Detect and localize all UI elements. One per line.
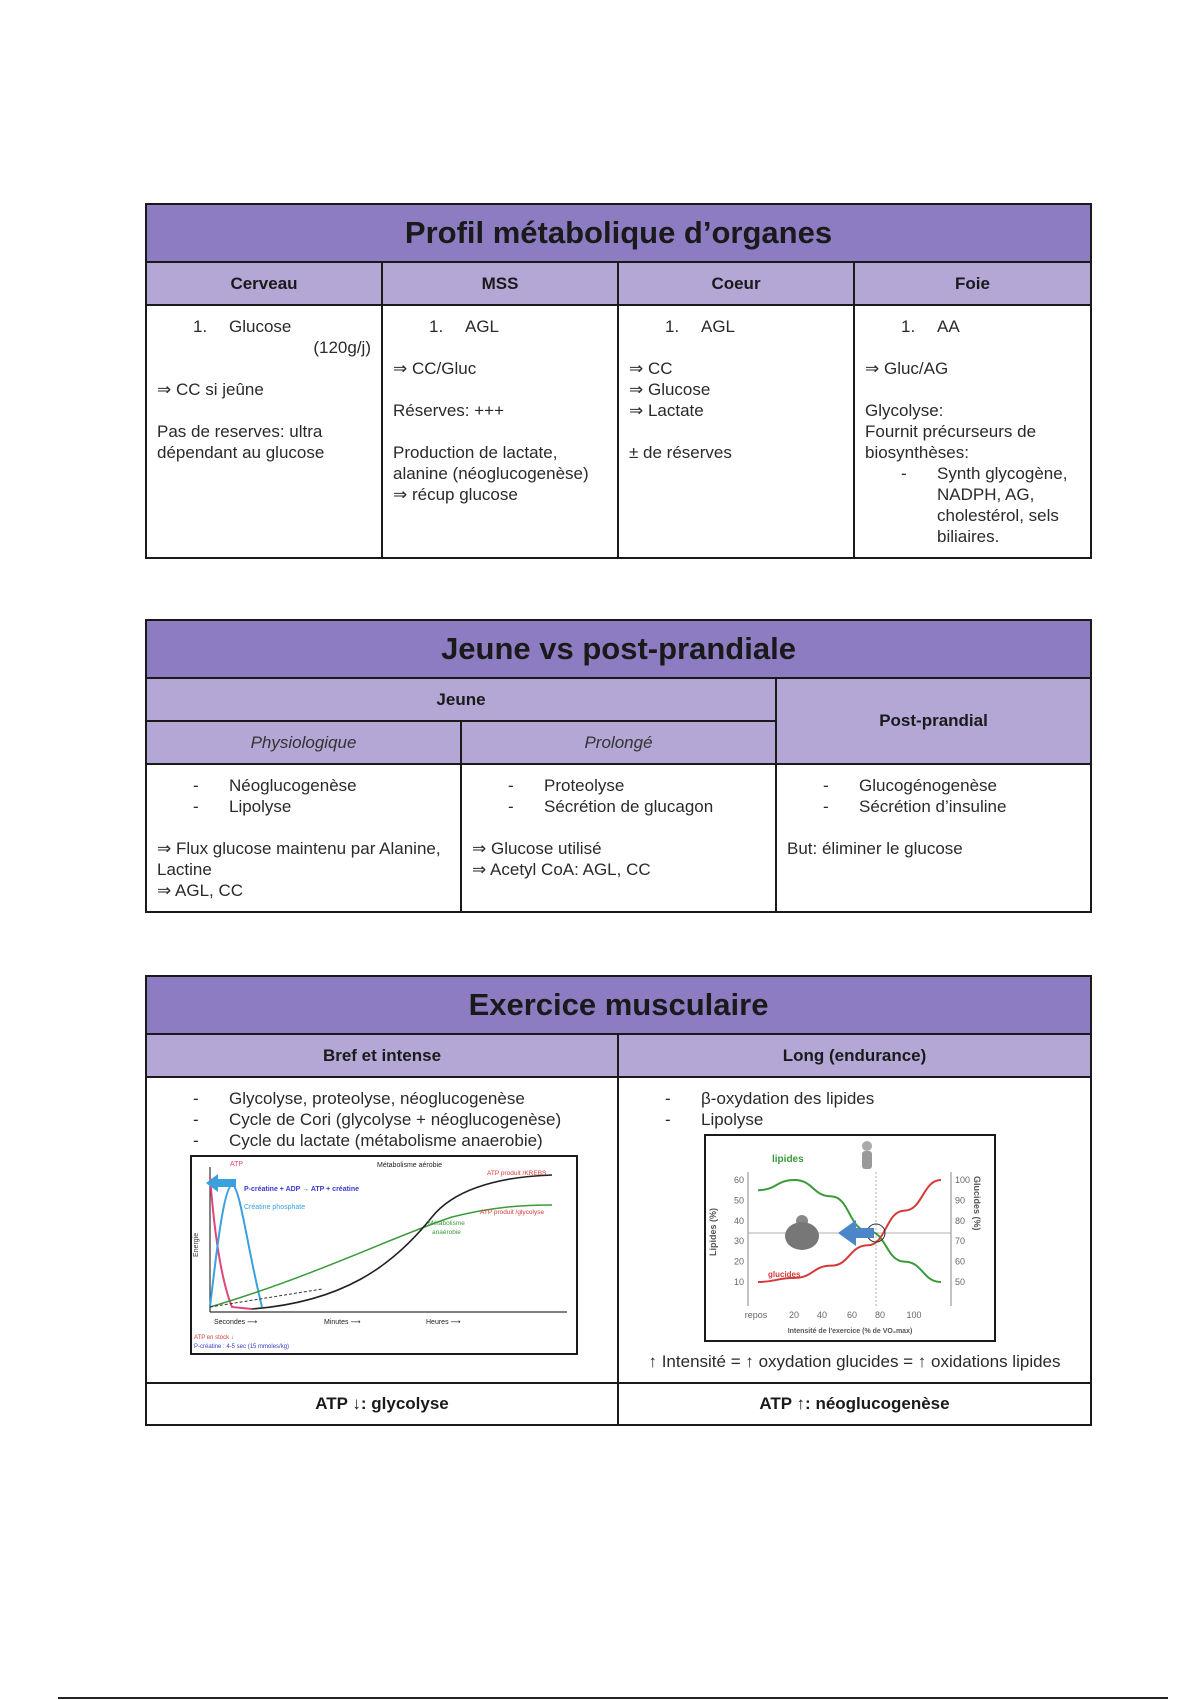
tick-label: 50 <box>955 1277 966 1287</box>
cerveau-line2: Pas de reserves: ultra dépendant au glucose <box>157 422 325 462</box>
tick-label: 80 <box>955 1215 966 1226</box>
cell-post-prandial <box>776 764 1091 912</box>
foie-line1: ⇒ Gluc/AG <box>865 359 949 378</box>
cerveau-line1: ⇒ CC si jeûne <box>157 380 264 399</box>
label-lipides: lipides <box>772 1154 804 1165</box>
x-ticks <box>745 1310 922 1320</box>
item-note: (120g/j) <box>313 338 371 357</box>
list-item: - Sécrétion de glucagon <box>508 796 765 817</box>
numbered-item: 1. AGL <box>429 317 500 336</box>
col-head-foie: Foie <box>854 262 1091 305</box>
cell-mss <box>382 305 618 558</box>
y-left-label: Lipides (%) <box>708 1207 718 1256</box>
label-pcr-duree: P-créatine : 4-5 sec (15 mmoles/kg) <box>194 1344 290 1350</box>
tick-label: 20 <box>788 1310 800 1320</box>
coeur-line3: ⇒ Lactate <box>629 401 704 420</box>
mss-line1: ⇒ CC/Gluc <box>393 359 477 378</box>
tick-label: 60 <box>733 1175 744 1185</box>
label-atp: ATP <box>230 1161 244 1168</box>
post-bullets <box>787 775 1080 817</box>
person-figure-icon <box>862 1141 872 1169</box>
list-item: - Synth glycogène, NADPH, AG, cholestérol, sels biliaires. <box>901 463 1080 547</box>
tick-label: 80 <box>874 1310 886 1320</box>
label-anaerobie-1: Métabolisme <box>428 1220 465 1227</box>
tick-label: 60 <box>955 1256 966 1267</box>
tick-label: 10 <box>733 1277 744 1287</box>
label-glycolyse: ATP produit /glycolyse <box>480 1209 545 1216</box>
bref-bullets <box>157 1088 607 1151</box>
foie-bullets <box>865 463 1080 547</box>
tick-label: 30 <box>733 1236 744 1247</box>
atp-curve <box>210 1177 252 1309</box>
long-caption: ↑ Intensité = ↑ oxydation glucides = ↑ oxidations lipides <box>648 1352 1061 1371</box>
tick-label: 50 <box>733 1195 744 1206</box>
prolonge-line2: ⇒ Acetyl CoA: AGL, CC <box>472 860 651 879</box>
tick-label: 20 <box>733 1256 744 1267</box>
foot-bref: ATP ↓: glycolyse <box>146 1383 618 1425</box>
krebs-curve <box>252 1175 552 1309</box>
y-label: Energie <box>193 1232 200 1257</box>
prolonge-line1: ⇒ Glucose utilisé <box>472 839 602 858</box>
sub-physiologique: Physiologique <box>146 721 461 764</box>
numbered-item: 1. AA <box>901 317 960 336</box>
list-item: - Glucogénogenèse <box>823 775 1080 796</box>
coeur-line2: ⇒ Glucose <box>629 380 711 399</box>
tick-label: 40 <box>816 1310 828 1320</box>
cell-long <box>618 1077 1091 1383</box>
head-bref: Bref et intense <box>146 1034 618 1077</box>
cell-bref <box>146 1077 618 1383</box>
tick-label: 60 <box>846 1310 858 1320</box>
energy-systems-chart <box>190 1155 578 1355</box>
cell-prolonge <box>461 764 776 912</box>
physio-line1: ⇒ Flux glucose maintenu par Alanine, Lactine <box>157 839 441 879</box>
tick-label: 70 <box>955 1236 966 1247</box>
cell-cerveau <box>146 305 382 558</box>
col-head-mss: MSS <box>382 262 618 305</box>
label-heures: Heures ⟶ <box>426 1319 461 1326</box>
list-item: - Néoglucogenèse <box>193 775 450 796</box>
mss-line4: ⇒ récup glucose <box>393 485 518 504</box>
foie-line3: Fournit précurseurs de biosynthèses: <box>865 422 1037 462</box>
mss-line3: Production de lactate, alanine (néoglucogenèse) <box>393 443 589 483</box>
head-long: Long (endurance) <box>618 1034 1091 1077</box>
tick-label: 100 <box>955 1175 971 1185</box>
sub-prolonge: Prolongé <box>461 721 776 764</box>
numbered-item: 1. Glucose <box>193 317 292 336</box>
glycolyse-curve <box>210 1205 552 1307</box>
col-head-cerveau: Cerveau <box>146 262 382 305</box>
profil-table <box>145 203 1092 559</box>
arrow-left-icon <box>838 1220 874 1246</box>
tick-label: 90 <box>955 1195 966 1206</box>
numbered-item: 1. AGL <box>665 317 736 336</box>
label-pcr-reaction: P-créatine + ADP → ATP + créatine <box>244 1186 360 1193</box>
profil-title: Profil métabolique d’organes <box>146 204 1091 262</box>
foie-line2: Glycolyse: <box>865 401 944 420</box>
label-aerobie: Métabolisme aérobie <box>377 1162 442 1169</box>
col-head-coeur: Coeur <box>618 262 854 305</box>
label-creatine: Créatine phosphate <box>244 1204 306 1211</box>
coeur-line4: ± de réserves <box>629 443 732 462</box>
cell-physiologique <box>146 764 461 912</box>
head-post-prandial: Post-prandial <box>776 678 1091 764</box>
label-krebs: ATP produit /KREBS <box>487 1170 547 1177</box>
list-item: - Lipolyse <box>665 1109 1080 1130</box>
physio-bullets <box>157 775 450 817</box>
exercice-title: Exercice musculaire <box>146 976 1091 1034</box>
list-item: - Cycle de Cori (glycolyse + néoglucogenèse) <box>193 1109 607 1130</box>
cell-foie <box>854 305 1091 558</box>
tick-label: 100 <box>906 1310 922 1320</box>
right-ticks <box>955 1175 970 1287</box>
foot-long: ATP ↑: néoglucogenèse <box>618 1383 1091 1425</box>
prolonge-bullets <box>472 775 765 817</box>
exercice-table <box>145 975 1092 1426</box>
jeune-title: Jeune vs post-prandiale <box>146 620 1091 678</box>
cell-coeur <box>618 305 854 558</box>
coeur-line1: ⇒ CC <box>629 359 673 378</box>
post-line1: But: éliminer le glucose <box>787 839 963 858</box>
list-item: - β-oxydation des lipides <box>665 1088 1080 1109</box>
left-ticks <box>734 1175 744 1287</box>
list-item: - Proteolyse <box>508 775 765 796</box>
y-right-label: Glucides (%) <box>972 1176 982 1231</box>
tick-label: 40 <box>733 1215 744 1226</box>
x-label: Intensité de l'exercice (% de VO₂max) <box>787 1328 913 1335</box>
label-minutes: Minutes ⟶ <box>324 1319 361 1326</box>
list-item: - Lipolyse <box>193 796 450 817</box>
list-item: - Cycle du lactate (métabolisme anaerobie) <box>193 1130 607 1151</box>
crossover-chart <box>704 1134 996 1342</box>
label-stock: ATP en stock ↓ <box>194 1335 234 1341</box>
label-glucides: glucides <box>768 1270 801 1279</box>
label-anaerobie-2: anaérobie <box>432 1229 461 1236</box>
list-item: - Glycolyse, proteolyse, néoglucogenèse <box>193 1088 607 1109</box>
tick-label: repos <box>744 1310 768 1320</box>
page-divider <box>58 1697 1168 1699</box>
obese-figure-icon <box>785 1215 819 1250</box>
jeune-table <box>145 619 1092 913</box>
long-bullets <box>629 1088 1080 1130</box>
physio-line2: ⇒ AGL, CC <box>157 881 244 900</box>
label-secondes: Secondes ⟶ <box>214 1319 258 1326</box>
head-jeune: Jeune <box>146 678 776 721</box>
mss-line2: Réserves: +++ <box>393 401 505 420</box>
list-item: - Sécrétion d’insuline <box>823 796 1080 817</box>
